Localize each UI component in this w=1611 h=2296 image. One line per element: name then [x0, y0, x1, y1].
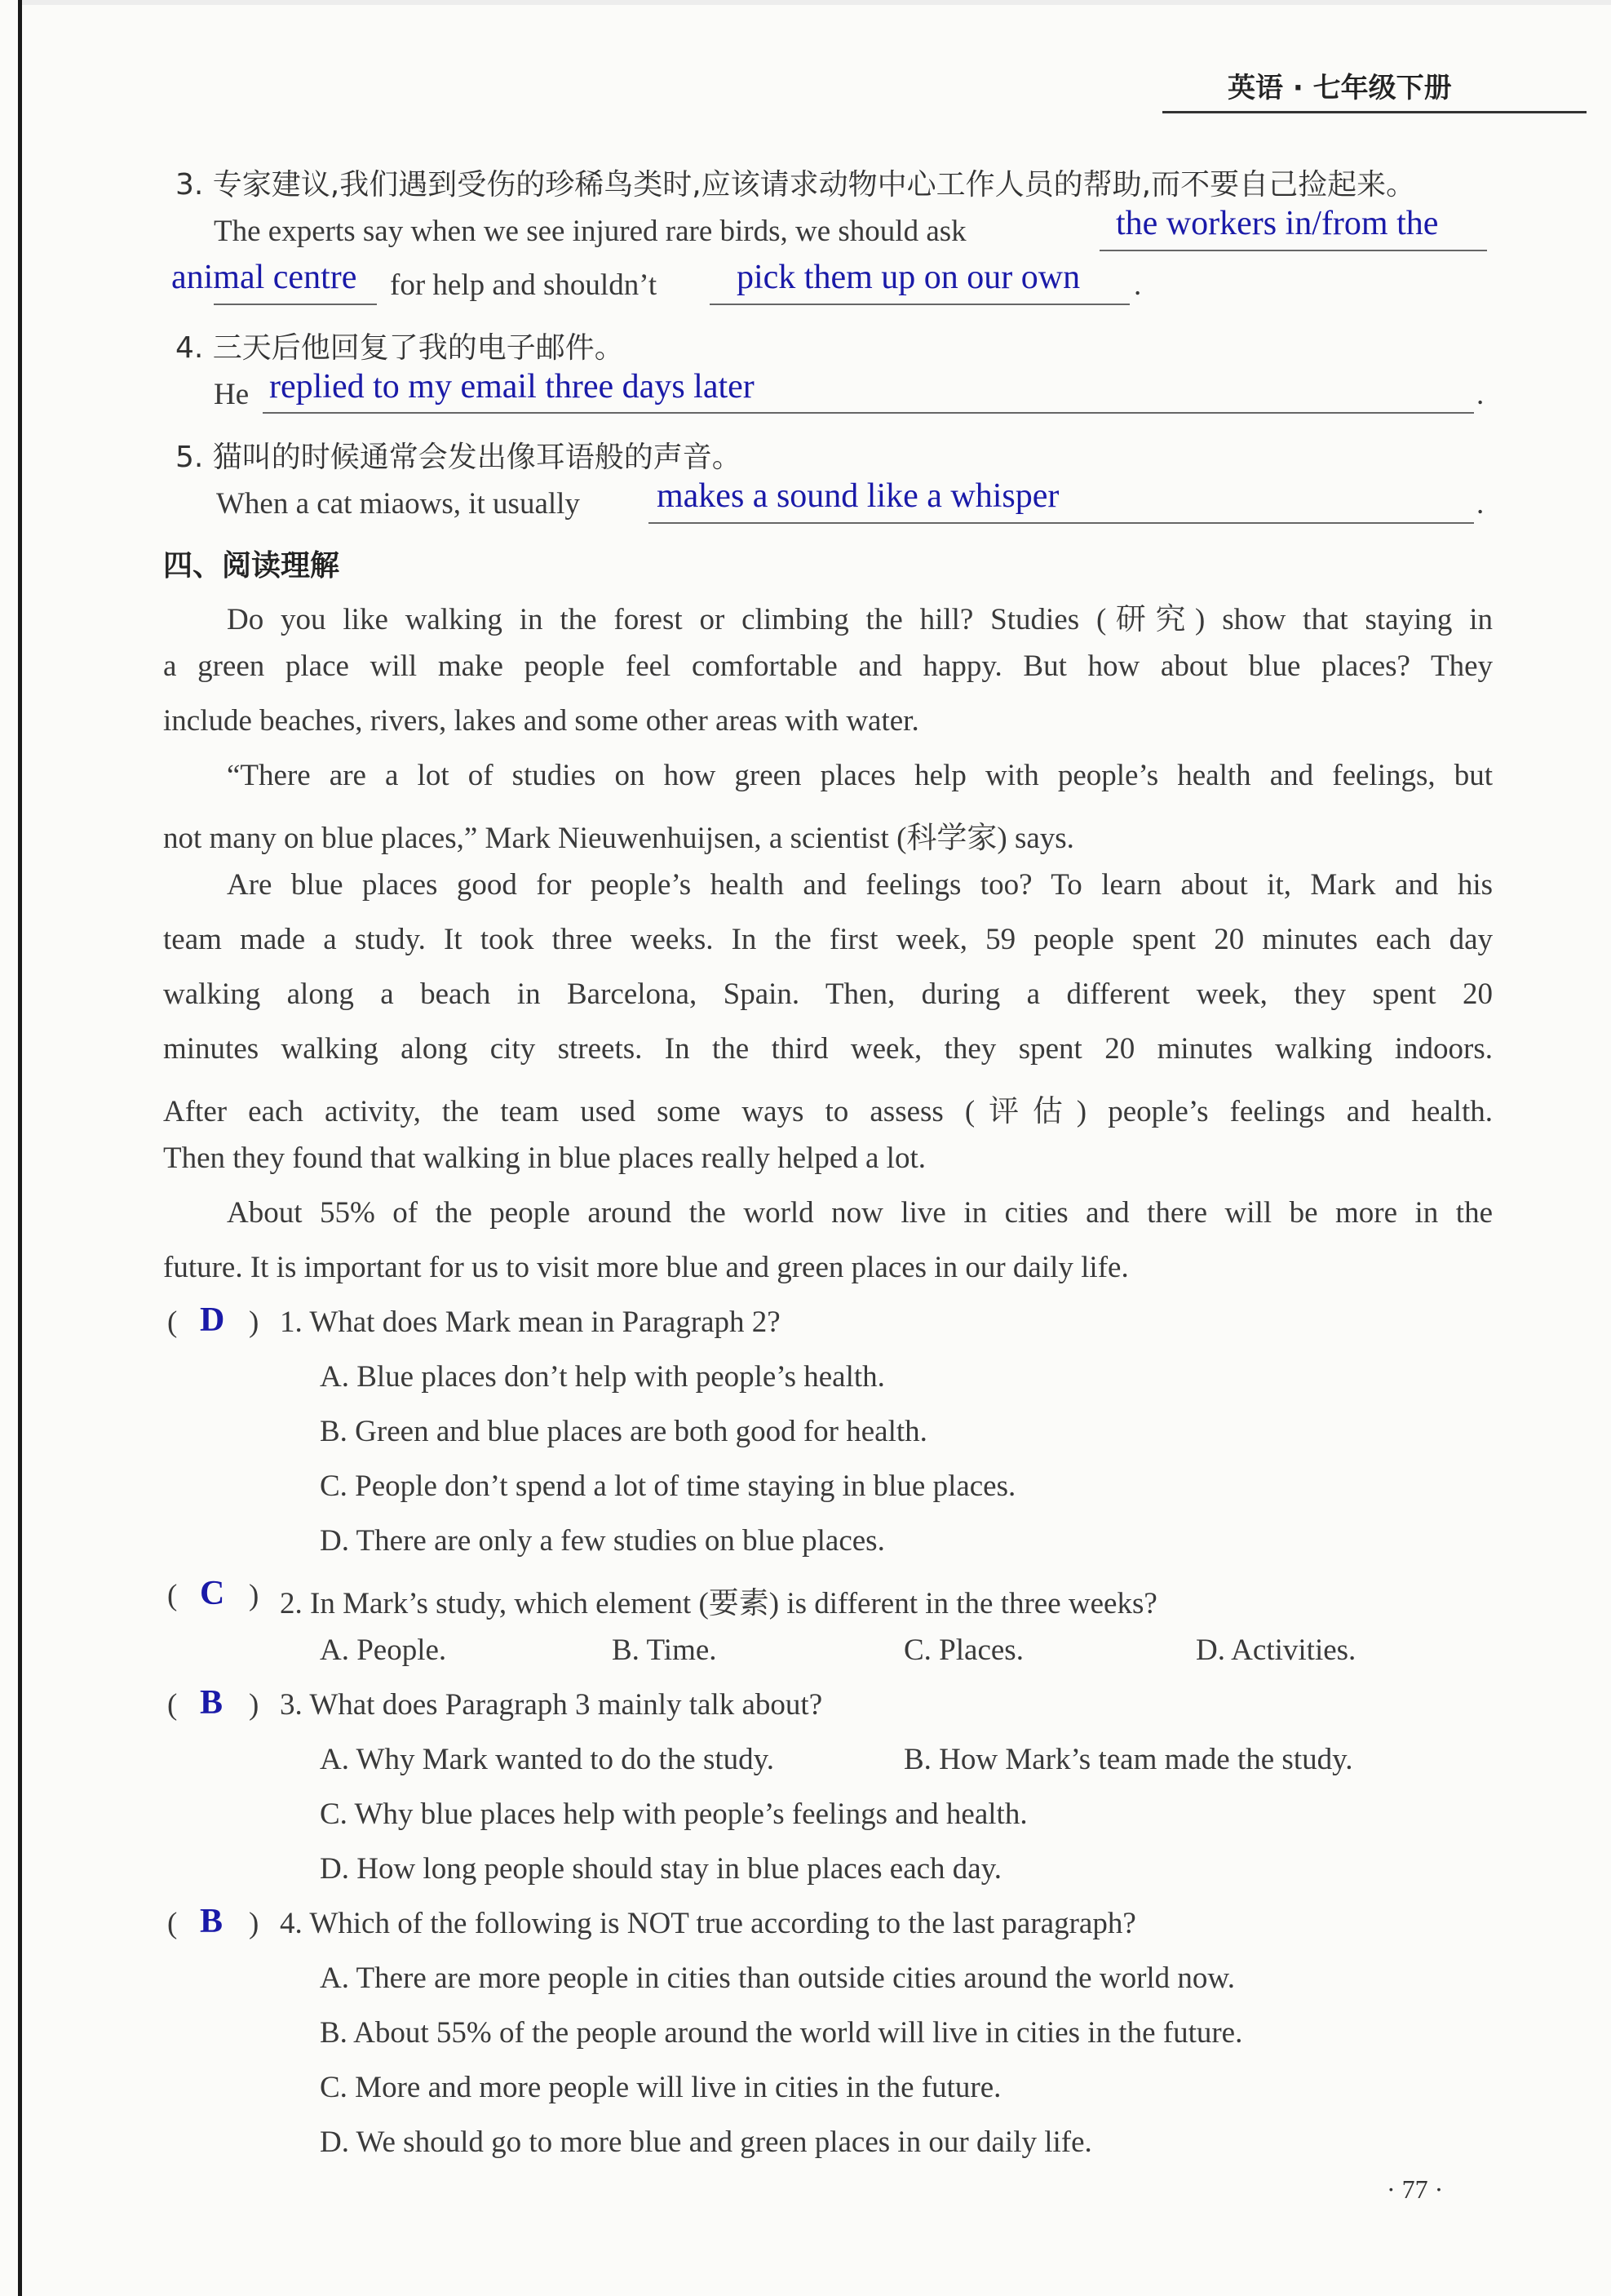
q3-blank1-line: [1100, 250, 1487, 251]
q3-end: .: [1134, 268, 1142, 302]
q3-option: B. How Mark’s team made the study.: [904, 1743, 1353, 1776]
page-number: · 77 ·: [1387, 2174, 1444, 2204]
q2-option: B. Time.: [612, 1633, 717, 1667]
passage-line: Then they found that walking in blue places really helped a lot.: [163, 1141, 926, 1175]
q2-paren-open: (: [167, 1579, 178, 1612]
q4-paren-open: (: [167, 1907, 178, 1940]
binding-edge: [18, 0, 22, 2296]
passage-line: Are blue places good for people’s health and feelings too? To learn about it, Mark and his: [227, 868, 1493, 902]
q3-mc-answer: B: [200, 1684, 224, 1722]
q3-text2: for help and shouldn’t: [390, 268, 657, 302]
q4-option: B. About 55% of the people around the world will live in cities in the future.: [320, 2016, 1243, 2050]
q2-option: A. People.: [320, 1633, 447, 1667]
q4-option: C. More and more people will live in cities in the future.: [320, 2071, 1002, 2104]
q3-paren-close: ): [249, 1688, 259, 1722]
q3-prompt: 3. 专家建议,我们遇到受伤的珍稀鸟类时,应该请求动物中心工作人员的帮助,而不要自己捡起来。: [175, 168, 1416, 202]
q1-answer: D: [200, 1301, 225, 1339]
q3-answer1: the workers in/from the: [1116, 205, 1439, 242]
q3-text1: The experts say when we see injured rare birds, we should ask: [214, 215, 967, 248]
q5-prompt: 5. 猫叫的时候通常会发出像耳语般的声音。: [175, 441, 741, 474]
q3-option: A. Why Mark wanted to do the study.: [320, 1743, 774, 1776]
passage-line: not many on blue places,” Mark Nieuwenhuijsen, a scientist (科学家) says.: [163, 822, 1074, 855]
q2-answer: C: [200, 1575, 225, 1612]
q4-mc-answer: B: [200, 1903, 224, 1940]
q1-option: B. Green and blue places are both good for health.: [320, 1415, 927, 1448]
q5-blank-line: [648, 522, 1474, 524]
q3-blank3-line: [710, 304, 1130, 305]
passage-line: include beaches, rivers, lakes and some other areas with water.: [163, 704, 919, 738]
q1-stem: 1. What does Mark mean in Paragraph 2?: [280, 1305, 781, 1339]
passage-line: About 55% of the people around the world now live in cities and there will be more in the: [227, 1196, 1493, 1230]
q1-paren-open: (: [167, 1305, 178, 1339]
q4-text: He: [214, 378, 250, 411]
passage-line: future. It is important for us to visit more blue and green places in our daily life.: [163, 1251, 1129, 1284]
q1-paren-close: ): [249, 1305, 259, 1339]
passage-line: Do you like walking in the forest or climbing the hill? Studies (研究) show that staying in: [227, 603, 1493, 636]
q2-option: C. Places.: [904, 1633, 1024, 1667]
q3-stem: 3. What does Paragraph 3 mainly talk about?: [280, 1688, 823, 1722]
q5-text: When a cat miaows, it usually: [216, 487, 580, 521]
q3-answer3: pick them up on our own: [737, 259, 1081, 296]
passage-line: “There are a lot of studies on how green places help with people’s health and feelings, but: [227, 759, 1493, 792]
q3-blank2-line: [214, 304, 377, 305]
q1-option: D. There are only a few studies on blue places.: [320, 1524, 885, 1558]
q3-option: D. How long people should stay in blue places each day.: [320, 1852, 1002, 1886]
q3-option: C. Why blue places help with people’s feelings and health.: [320, 1797, 1028, 1831]
q4-stem: 4. Which of the following is NOT true according to the last paragraph?: [280, 1907, 1136, 1940]
q4-blank-line: [263, 412, 1474, 414]
q1-option: C. People don’t spend a lot of time staying in blue places.: [320, 1469, 1016, 1503]
q2-paren-close: ): [249, 1579, 259, 1612]
page-header-title: 英语 · 七年级下册: [1228, 72, 1452, 104]
passage-line: a green place will make people feel comfortable and happy. But how about blue places? They: [163, 649, 1493, 683]
q4-answer: replied to my email three days later: [269, 368, 755, 406]
q1-option: A. Blue places don’t help with people’s health.: [320, 1360, 885, 1394]
header-rule: [1162, 111, 1587, 113]
q5-answer: makes a sound like a whisper: [657, 477, 1060, 515]
top-edge: [18, 0, 1611, 5]
passage-line: walking along a beach in Barcelona, Spain. Then, during a different week, they spent 20: [163, 977, 1493, 1011]
q4-option: A. There are more people in cities than outside cities around the world now.: [320, 1961, 1235, 1995]
passage-line: minutes walking along city streets. In the third week, they spent 20 minutes walking indoors.: [163, 1032, 1493, 1066]
q4-option: D. We should go to more blue and green places in our daily life.: [320, 2125, 1092, 2159]
passage-line: team made a study. It took three weeks. In the first week, 59 people spent 20 minutes each day: [163, 923, 1493, 956]
section-title-reading: 四、阅读理解: [163, 549, 340, 583]
passage-line: After each activity, the team used some ways to assess (评估) people’s feelings and health.: [163, 1095, 1493, 1128]
q3-answer2: animal centre: [171, 259, 357, 296]
q2-stem: 2. In Mark’s study, which element (要素) is different in the three weeks?: [280, 1587, 1157, 1620]
q4-paren-close: ): [249, 1907, 259, 1940]
q2-option: D. Activities.: [1196, 1633, 1357, 1667]
q3-paren-open: (: [167, 1688, 178, 1722]
q4-prompt: 4. 三天后他回复了我的电子邮件。: [175, 331, 624, 365]
q5-end: .: [1476, 487, 1485, 521]
q4-end: .: [1476, 378, 1485, 411]
